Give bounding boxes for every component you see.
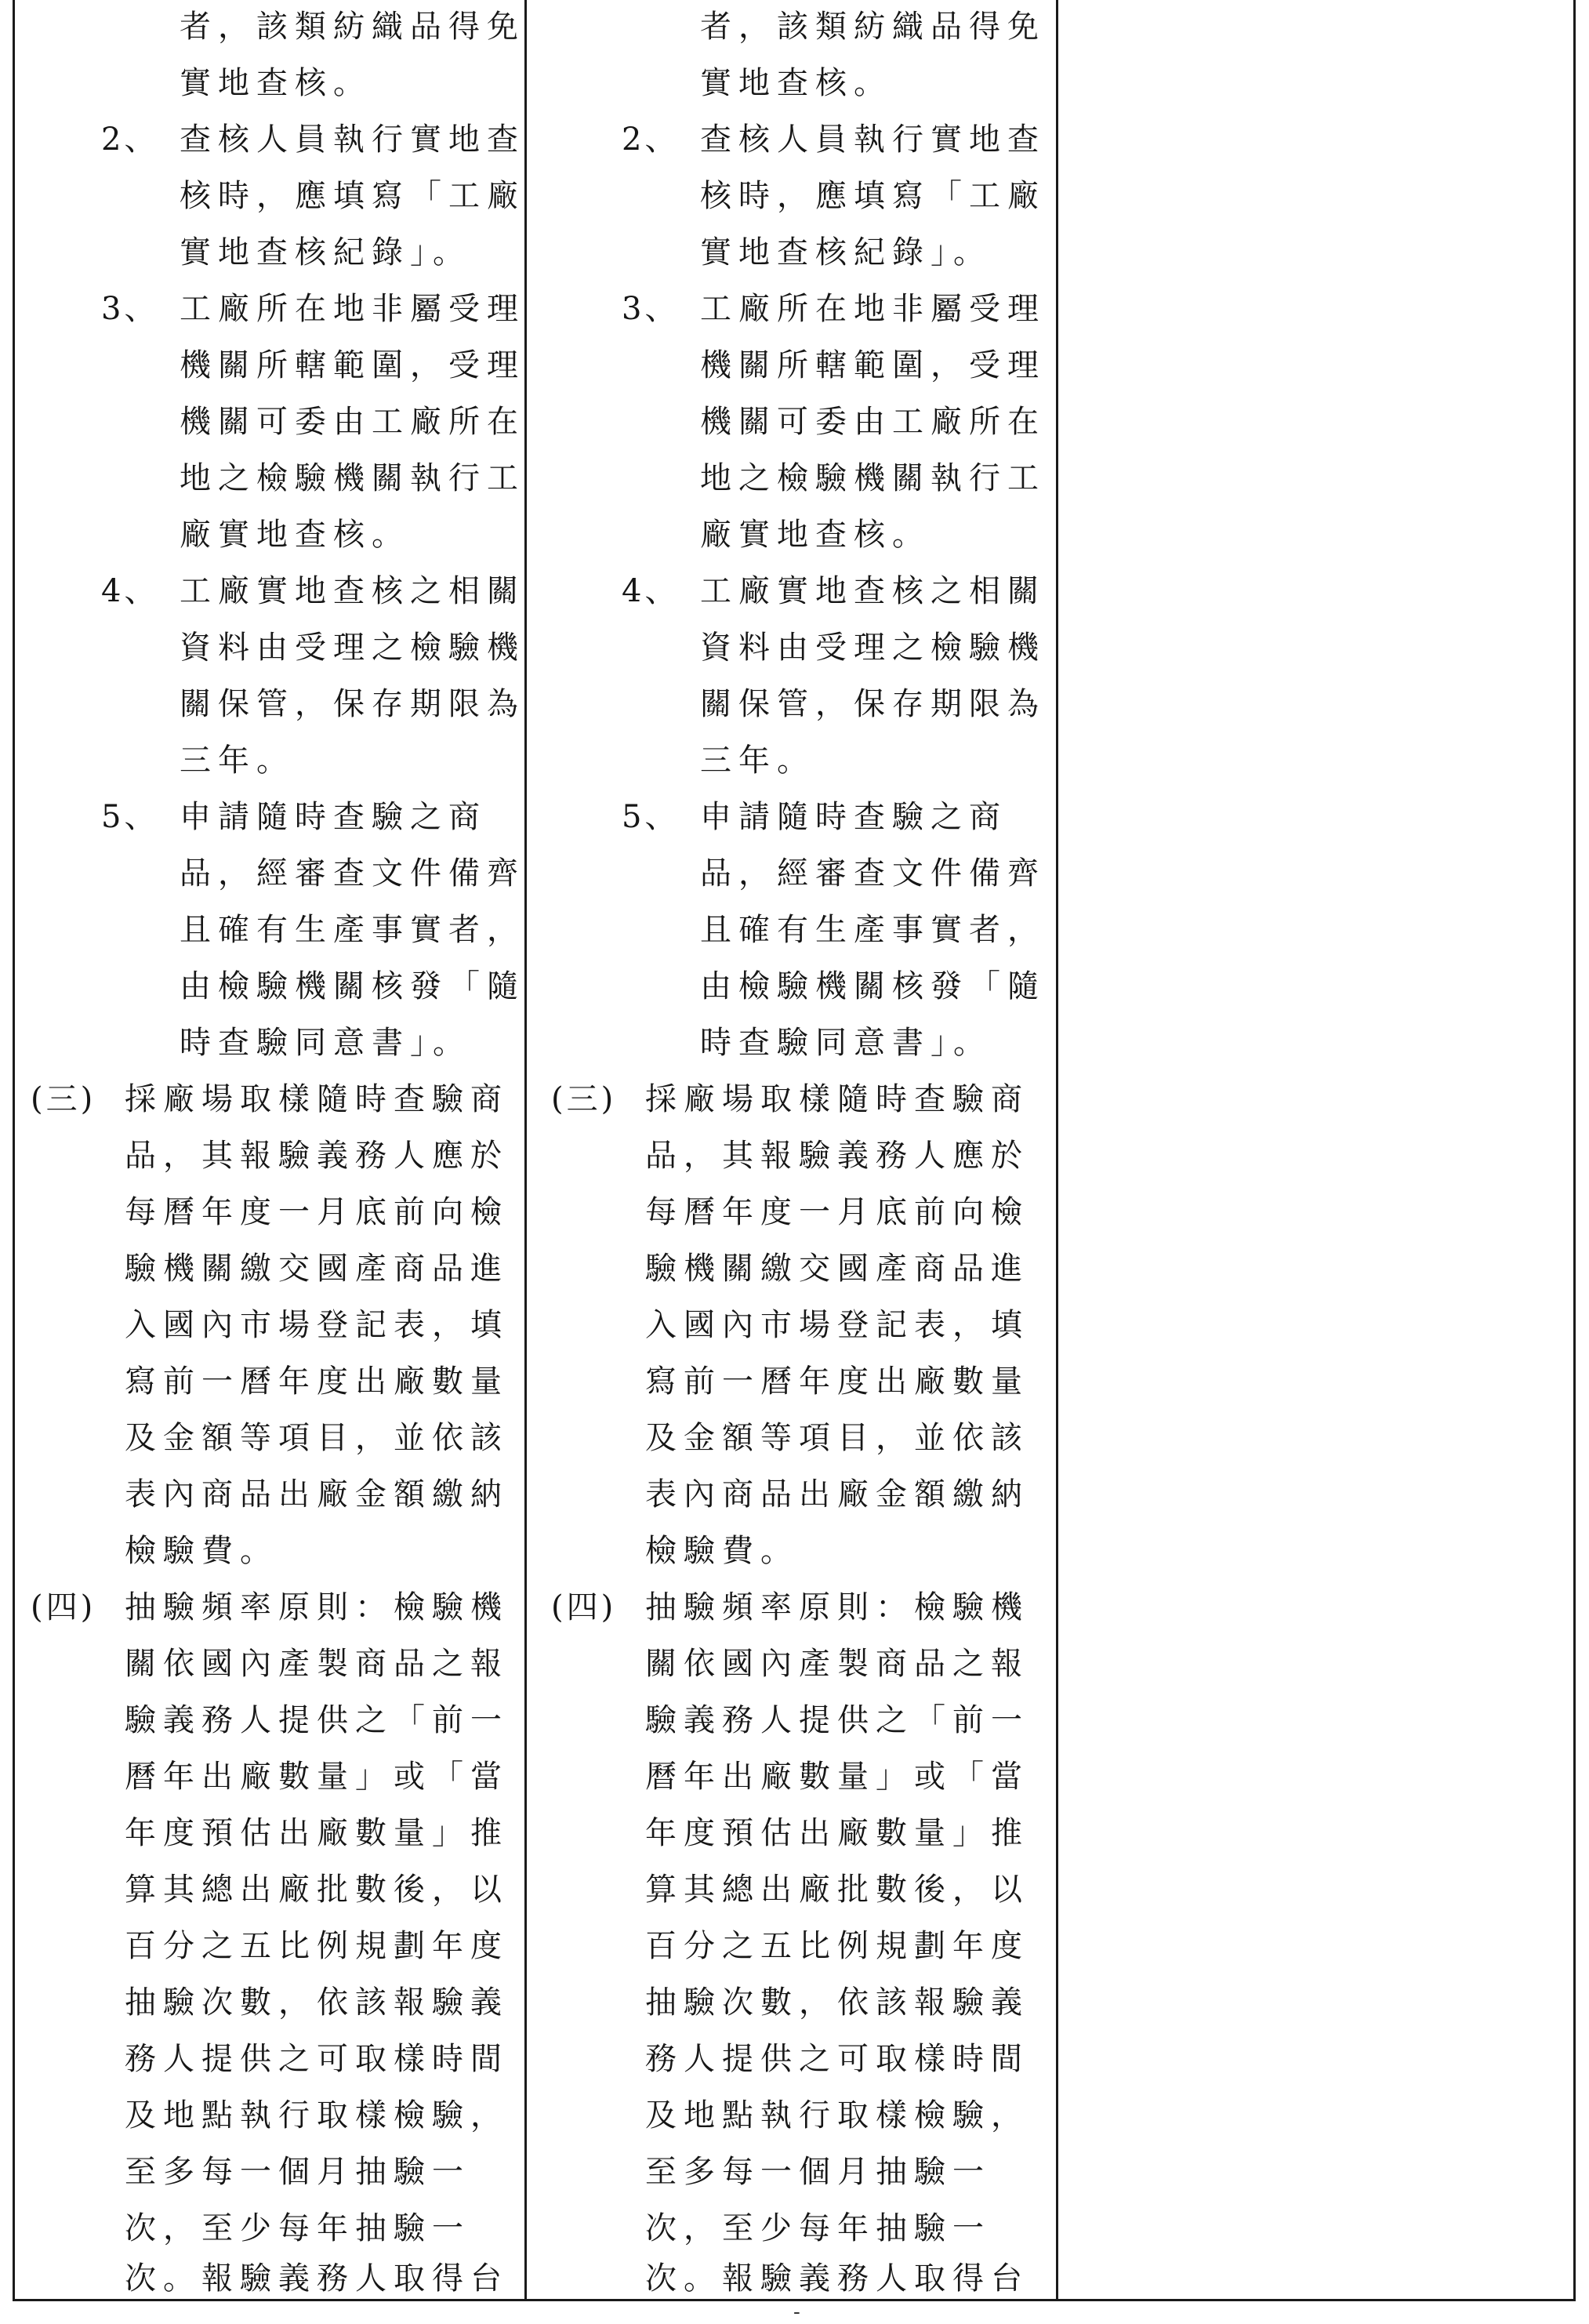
text-line: 查核人員執行實地查 <box>180 122 525 158</box>
text-line: 關依國內產製商品之報 <box>645 1646 1029 1682</box>
list-marker: 4、 <box>622 573 680 609</box>
text-line: 及金額等項目，並依該 <box>645 1420 1029 1456</box>
comparison-table <box>13 0 1576 2301</box>
text-line: 關保管，保存期限為 <box>700 686 1046 722</box>
text-line: 品，其報驗義務人應於 <box>125 1138 509 1174</box>
text-line: 年度預估出廠數量」推 <box>125 1815 509 1851</box>
text-line: 申請隨時查驗之商 <box>700 799 1007 835</box>
text-line: 且確有生產事實者， <box>700 912 1046 948</box>
text-line: 由檢驗機關核發「隨 <box>180 968 525 1004</box>
text-line: 驗義務人提供之「前一 <box>125 1702 509 1738</box>
text-line: 及地點執行取樣檢驗， <box>125 2097 509 2133</box>
text-line: 實地查核紀錄」。 <box>180 234 471 271</box>
text-line: 抽驗次數，依該報驗義 <box>645 1984 1029 2021</box>
text-line: 百分之五比例規劃年度 <box>125 1928 509 1964</box>
text-line: 採廠場取樣隨時查驗商 <box>125 1081 509 1117</box>
text-line: 地之檢驗機關執行工 <box>700 460 1046 496</box>
text-line: 地之檢驗機關執行工 <box>180 460 525 496</box>
page-mark: - <box>793 2300 800 2324</box>
text-line: 至多每一個月抽驗一 <box>645 2154 991 2190</box>
text-line: 機關可委由工廠所在 <box>180 404 525 440</box>
text-line: 查核人員執行實地查 <box>700 122 1046 158</box>
text-line: 抽驗次數，依該報驗義 <box>125 1984 509 2021</box>
text-line: 驗機關繳交國產商品進 <box>125 1251 509 1287</box>
text-line: 每曆年度一月底前向檢 <box>645 1194 1029 1230</box>
text-line: 次，至少每年抽驗一 <box>645 2210 991 2246</box>
text-line: 時查驗同意書」。 <box>180 1025 471 1061</box>
list-marker: 5、 <box>622 799 680 835</box>
text-line: 曆年出廠數量」或「當 <box>125 1759 509 1795</box>
text-line: 品，經審查文件備齊 <box>180 855 525 891</box>
list-marker: 3、 <box>101 291 159 327</box>
text-line: 時查驗同意書」。 <box>700 1025 992 1061</box>
text-line: 機關所轄範圍，受理 <box>700 347 1046 383</box>
text-line: 算其總出廠批數後，以 <box>125 1872 509 1908</box>
text-line: 次。報驗義務人取得台 <box>125 2260 509 2297</box>
text-line: 申請隨時查驗之商 <box>180 799 487 835</box>
text-line: 工廠實地查核之相關 <box>180 573 525 609</box>
text-line: 至多每一個月抽驗一 <box>125 2154 470 2190</box>
list-marker: 2、 <box>101 122 159 158</box>
text-line: 工廠所在地非屬受理 <box>180 291 525 327</box>
text-line: 採廠場取樣隨時查驗商 <box>645 1081 1029 1117</box>
text-line: 入國內市場登記表，填 <box>645 1307 1029 1343</box>
text-line: 務人提供之可取樣時間 <box>645 2041 1029 2077</box>
text-line: 者，該類紡織品得免 <box>700 9 1046 45</box>
text-line: 工廠實地查核之相關 <box>700 573 1046 609</box>
text-line: 及地點執行取樣檢驗， <box>645 2097 1029 2133</box>
text-line: 驗義務人提供之「前一 <box>645 1702 1029 1738</box>
text-line: 核時，應填寫「工廠 <box>700 178 1046 214</box>
text-line: 核時，應填寫「工廠 <box>180 178 525 214</box>
text-line: 資料由受理之檢驗機 <box>700 630 1046 666</box>
text-line: 次，至少每年抽驗一 <box>125 2210 470 2246</box>
text-line: 入國內市場登記表，填 <box>125 1307 509 1343</box>
section-marker: (三) <box>31 1081 96 1117</box>
text-line: 檢驗費。 <box>125 1533 278 1569</box>
list-marker: 5、 <box>101 799 159 835</box>
text-line: 次。報驗義務人取得台 <box>645 2260 1029 2297</box>
text-line: 表內商品出廠金額繳納 <box>645 1476 1029 1512</box>
text-line: 三年。 <box>700 743 815 779</box>
right-column <box>1058 0 1576 2301</box>
text-line: 驗機關繳交國產商品進 <box>645 1251 1029 1287</box>
text-line: 算其總出廠批數後，以 <box>645 1872 1029 1908</box>
section-marker: (四) <box>31 1589 96 1625</box>
text-line: 品，其報驗義務人應於 <box>645 1138 1029 1174</box>
text-line: 機關所轄範圍，受理 <box>180 347 525 383</box>
list-marker: 4、 <box>101 573 159 609</box>
text-line: 關保管，保存期限為 <box>180 686 525 722</box>
text-line: 實地查核。 <box>180 65 372 101</box>
text-line: 檢驗費。 <box>645 1533 799 1569</box>
text-line: 實地查核紀錄」。 <box>700 234 992 271</box>
text-line: 曆年出廠數量」或「當 <box>645 1759 1029 1795</box>
text-line: 機關可委由工廠所在 <box>700 404 1046 440</box>
text-line: 年度預估出廠數量」推 <box>645 1815 1029 1851</box>
text-line: 務人提供之可取樣時間 <box>125 2041 509 2077</box>
text-line: 由檢驗機關核發「隨 <box>700 968 1046 1004</box>
text-line: 資料由受理之檢驗機 <box>180 630 525 666</box>
list-marker: 2、 <box>622 122 680 158</box>
text-line: 者，該類紡織品得免 <box>180 9 525 45</box>
text-line: 實地查核。 <box>700 65 892 101</box>
text-line: 廠實地查核。 <box>180 517 410 553</box>
text-line: 每曆年度一月底前向檢 <box>125 1194 509 1230</box>
text-line: 百分之五比例規劃年度 <box>645 1928 1029 1964</box>
text-line: 寫前一曆年度出廠數量 <box>125 1364 509 1400</box>
text-line: 關依國內產製商品之報 <box>125 1646 509 1682</box>
text-line: 及金額等項目，並依該 <box>125 1420 509 1456</box>
text-line: 工廠所在地非屬受理 <box>700 291 1046 327</box>
text-line: 表內商品出廠金額繳納 <box>125 1476 509 1512</box>
text-line: 且確有生產事實者， <box>180 912 525 948</box>
list-marker: 3、 <box>622 291 680 327</box>
text-line: 三年。 <box>180 743 295 779</box>
text-line: 寫前一曆年度出廠數量 <box>645 1364 1029 1400</box>
text-line: 抽驗頻率原則：檢驗機 <box>645 1589 1029 1625</box>
section-marker: (三) <box>551 1081 617 1117</box>
section-marker: (四) <box>551 1589 617 1625</box>
text-line: 抽驗頻率原則：檢驗機 <box>125 1589 509 1625</box>
text-line: 品，經審查文件備齊 <box>700 855 1046 891</box>
text-line: 廠實地查核。 <box>700 517 931 553</box>
